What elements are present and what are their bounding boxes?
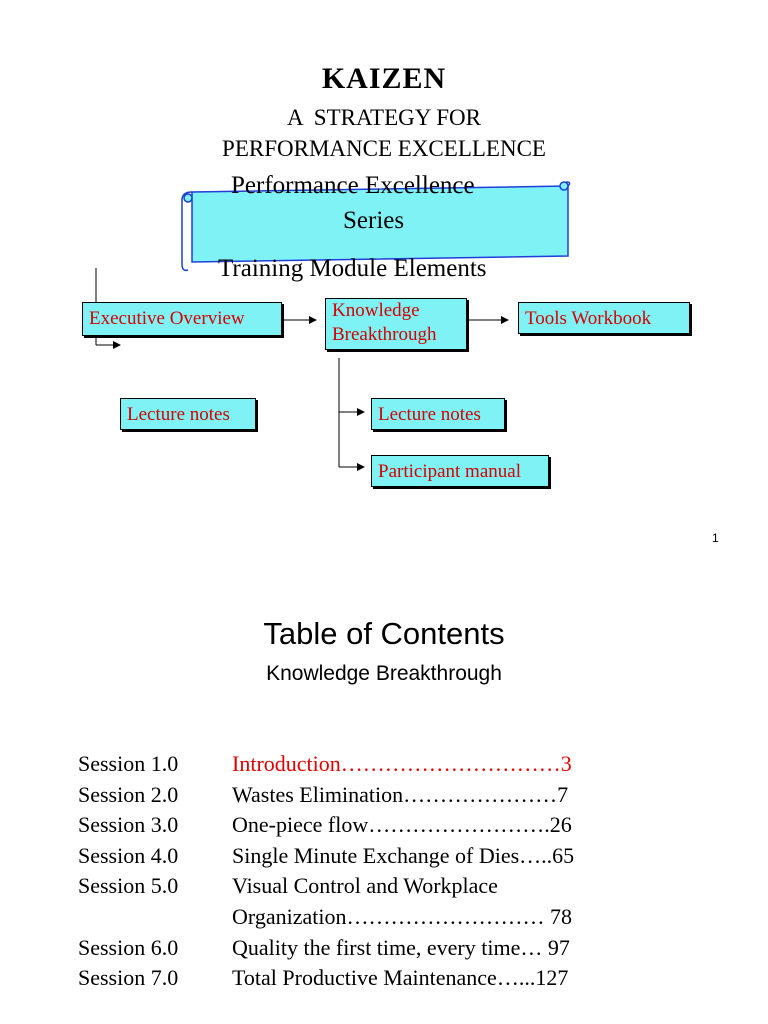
toc-row [78, 933, 570, 963]
toc-row [78, 749, 572, 779]
toc-entry: Wastes Elimination…………………7 [232, 782, 569, 807]
toc-entry: Single Minute Exchange of Dies…..65 [232, 843, 575, 868]
toc-session: Session 4.0 [78, 843, 179, 868]
toc-entry: Quality the first time, every time… 97 [232, 935, 570, 960]
knowledge-breakthrough-box [325, 298, 467, 350]
knowledge-line-1: Knowledge [332, 300, 420, 321]
toc-row [78, 902, 572, 932]
toc-entry: Introduction…………………………3 [232, 751, 572, 776]
toc-subtitle: Knowledge Breakthrough [266, 662, 502, 685]
page-number: 1 [712, 531, 719, 545]
executive-overview-box: Executive Overview [82, 302, 282, 336]
toc-row [78, 963, 568, 993]
toc-session: Session 6.0 [78, 935, 179, 960]
toc-session: Session 7.0 [78, 965, 179, 990]
module-heading: Training Module Elements [218, 255, 487, 282]
lecture-notes-left-box: Lecture notes [120, 398, 256, 430]
tools-workbook-box: Tools Workbook [518, 302, 690, 334]
toc-session: Session 3.0 [78, 812, 179, 837]
toc-entry: Visual Control and Workplace [232, 873, 498, 898]
subtitle-line-1: A STRATEGY FOR [286, 105, 482, 130]
toc-session: Session 5.0 [78, 873, 179, 898]
toc-entry: Organization……………………… 78 [232, 904, 572, 929]
lecture-notes-right-box: Lecture notes [371, 398, 505, 430]
scroll-banner-line-2: Series [343, 207, 405, 234]
toc-row [78, 841, 574, 871]
subtitle-line-2: PERFORMANCE EXCELLENCE [222, 136, 546, 161]
knowledge-line-2: Breakthrough [332, 324, 437, 345]
toc-session: Session 2.0 [78, 782, 179, 807]
toc-row [78, 810, 572, 840]
toc-row [78, 871, 498, 901]
toc-entry: Total Productive Maintenance…...127 [232, 965, 569, 990]
document-title: KAIZEN [321, 62, 447, 95]
toc-entry: One-piece flow…………………….26 [232, 812, 572, 837]
toc-title: Table of Contents [263, 616, 505, 651]
toc-row [78, 780, 568, 810]
scroll-banner-line-1: Performance Excellence [231, 172, 475, 199]
toc-session: Session 1.0 [78, 751, 179, 776]
participant-manual-box: Participant manual [371, 455, 549, 487]
